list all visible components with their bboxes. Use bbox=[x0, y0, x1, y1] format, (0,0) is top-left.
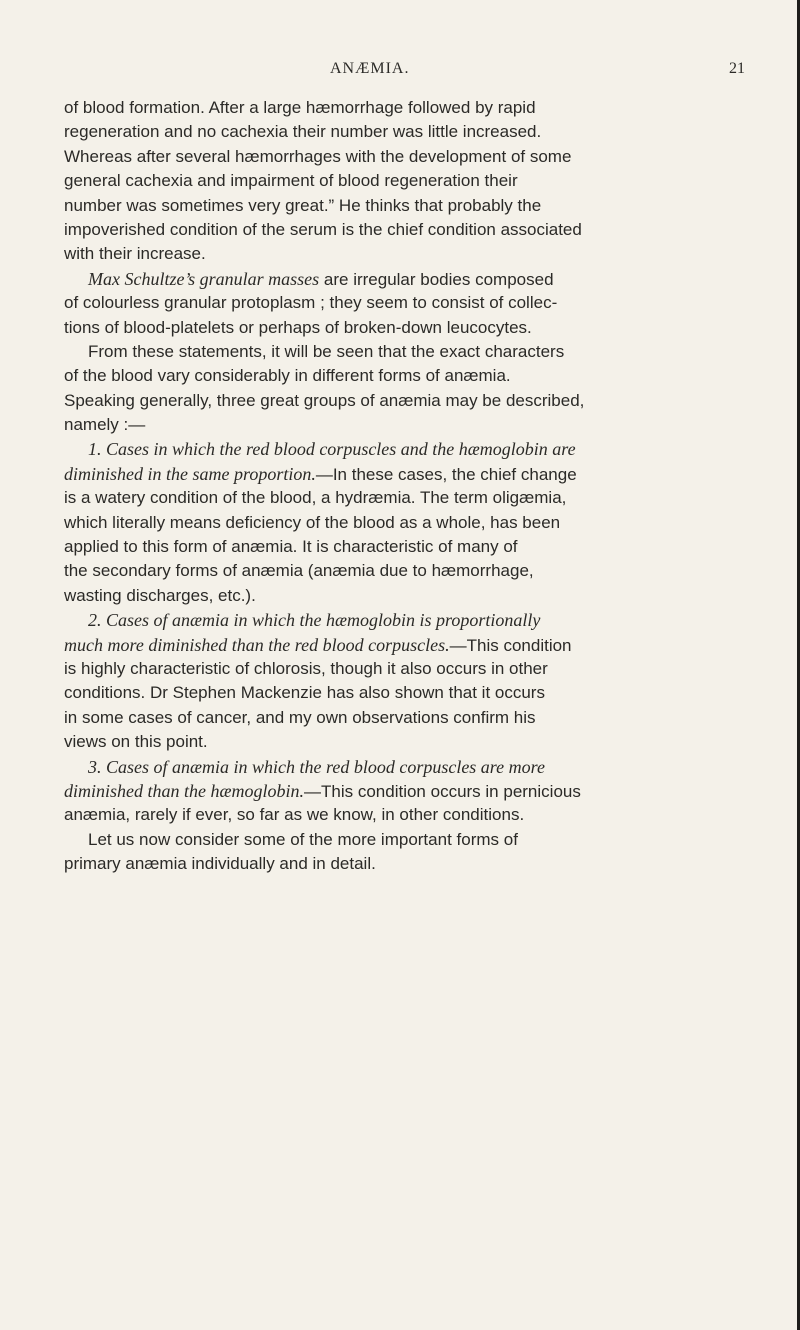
line-text: with their increase. bbox=[64, 244, 206, 264]
text-line bbox=[64, 316, 744, 340]
line-text: of blood formation. After a large hæmorrhage followed by rapid bbox=[64, 98, 536, 117]
text-line bbox=[64, 706, 744, 730]
line-text: impoverished condition of the serum is the chief condition associated bbox=[64, 219, 582, 239]
text-line bbox=[64, 96, 744, 120]
text-line bbox=[64, 340, 744, 364]
body-text bbox=[64, 96, 744, 877]
text-line bbox=[64, 413, 744, 437]
text-line bbox=[64, 608, 744, 632]
italic-text: 1. Cases in which the red blood corpuscles and the hæmoglobin are bbox=[88, 439, 576, 460]
text-line bbox=[64, 852, 744, 876]
text-line bbox=[64, 169, 744, 193]
italic-text: Max Schultze’s granular masses bbox=[88, 268, 320, 289]
line-text: —In these cases, the chief change bbox=[315, 464, 577, 484]
text-line bbox=[64, 511, 744, 535]
line-text: applied to this form of anæmia. It is characteristic of many of bbox=[64, 537, 518, 557]
line-text: views on this point. bbox=[64, 732, 208, 752]
page-header bbox=[0, 60, 800, 84]
text-line bbox=[64, 779, 744, 803]
text-line bbox=[64, 120, 744, 144]
text-line bbox=[64, 633, 744, 657]
line-text: namely :— bbox=[64, 415, 146, 435]
running-head: ANÆMIA. bbox=[330, 60, 410, 77]
text-line bbox=[64, 218, 744, 242]
line-text: which literally means deficiency of the blood as a whole, has been bbox=[64, 512, 561, 532]
line-text: of the blood vary considerably in different forms of anæmia. bbox=[64, 366, 511, 386]
line-text: Let us now consider some of the more important forms of bbox=[88, 829, 518, 849]
text-line bbox=[64, 145, 744, 169]
line-text: regeneration and no cachexia their number was little increased. bbox=[64, 122, 542, 142]
line-text: tions of blood-platelets or perhaps of broken-down leucocytes. bbox=[64, 317, 532, 337]
line-text: the secondary forms of anæmia (anæmia due to hæmorrhage, bbox=[64, 561, 534, 581]
line-text: of colourless granular protoplasm ; they seem to consist of collec- bbox=[64, 293, 558, 313]
italic-text: diminished than the hæmoglobin. bbox=[64, 780, 304, 801]
line-text: primary anæmia individually and in detail. bbox=[64, 854, 376, 874]
line-text: general cachexia and impairment of blood regeneration their bbox=[64, 171, 518, 191]
text-line bbox=[64, 657, 744, 681]
text-line bbox=[64, 559, 744, 583]
page-number: 21 bbox=[729, 60, 745, 77]
line-text: anæmia, rarely if ever, so far as we know, in other conditions. bbox=[64, 805, 525, 825]
text-line bbox=[64, 364, 744, 388]
text-line bbox=[64, 486, 744, 510]
line-text: From these statements, it will be seen that the exact characters bbox=[88, 341, 565, 361]
line-text: number was sometimes very great.” He thinks that probably the bbox=[64, 195, 542, 215]
line-text: are irregular bodies composed bbox=[319, 269, 554, 289]
italic-text: much more diminished than the red blood corpuscles. bbox=[64, 634, 450, 655]
text-line bbox=[64, 437, 744, 461]
text-line bbox=[64, 291, 744, 315]
text-line bbox=[64, 535, 744, 559]
italic-text: 3. Cases of anæmia in which the red blood corpuscles are more bbox=[88, 756, 545, 777]
text-line bbox=[64, 194, 744, 218]
text-line bbox=[64, 584, 744, 608]
line-text: is highly characteristic of chlorosis, though it also occurs in other bbox=[64, 658, 548, 678]
text-line bbox=[64, 828, 744, 852]
line-text: is a watery condition of the blood, a hydræmia. The term oligæmia, bbox=[64, 488, 567, 508]
line-text: Whereas after several hæmorrhages with the development of some bbox=[64, 146, 572, 166]
line-text: wasting discharges, etc.). bbox=[64, 585, 256, 605]
text-line bbox=[64, 462, 744, 486]
italic-text: diminished in the same proportion. bbox=[64, 463, 316, 484]
line-text: conditions. Dr Stephen Mackenzie has also shown that it occurs bbox=[64, 683, 545, 703]
text-line bbox=[64, 389, 744, 413]
line-text: in some cases of cancer, and my own observations confirm his bbox=[64, 707, 536, 727]
line-text: —This condition occurs in pernicious bbox=[304, 781, 581, 801]
italic-text: 2. Cases of anæmia in which the hæmoglobin is proportionally bbox=[88, 610, 541, 631]
line-text: —This condition bbox=[449, 635, 572, 655]
text-line bbox=[64, 242, 744, 266]
text-line bbox=[64, 803, 744, 827]
line-text: Speaking generally, three great groups of anæmia may be described, bbox=[64, 390, 585, 410]
text-line bbox=[64, 730, 744, 754]
text-line bbox=[64, 681, 744, 705]
text-line bbox=[64, 755, 744, 779]
text-line bbox=[64, 267, 744, 291]
